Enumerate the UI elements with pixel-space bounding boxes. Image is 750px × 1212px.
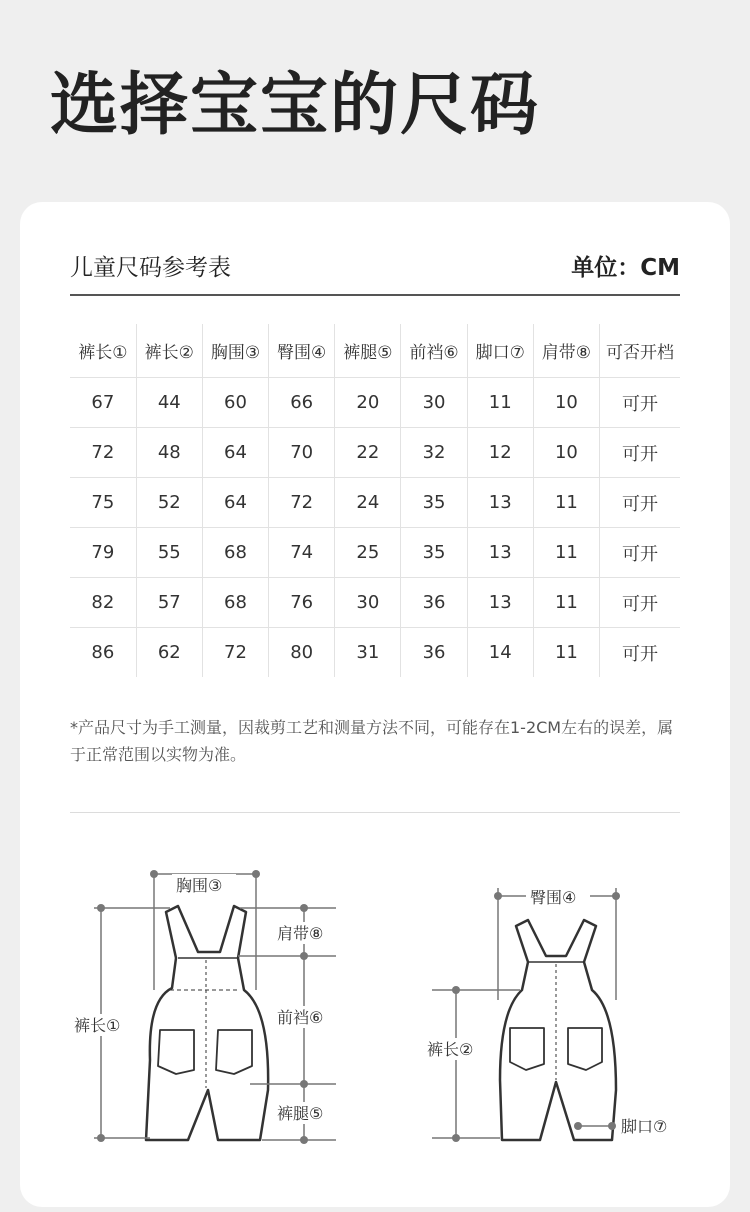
table-cell: 80 xyxy=(269,628,335,678)
front-overalls-outline xyxy=(146,906,268,1140)
table-cell: 79 xyxy=(70,528,136,578)
column-header: 臀围④ xyxy=(269,324,335,378)
table-cell: 13 xyxy=(467,578,533,628)
table-title: 儿童尺码参考表 xyxy=(70,255,231,281)
table-cell: 31 xyxy=(335,628,401,678)
table-cell: 11 xyxy=(467,378,533,428)
table-cell: 可开 xyxy=(600,478,681,528)
table-cell: 60 xyxy=(202,378,268,428)
table-cell: 68 xyxy=(202,578,268,628)
table-cell: 12 xyxy=(467,428,533,478)
strap-label: 肩带⑧ xyxy=(277,924,324,943)
chest-label: 胸围③ xyxy=(176,876,223,895)
front-rise-label: 前裆⑥ xyxy=(277,1008,324,1027)
table-cell: 36 xyxy=(401,578,467,628)
table-cell: 67 xyxy=(70,378,136,428)
leg-label: 裤腿⑤ xyxy=(277,1104,324,1123)
table-cell: 30 xyxy=(335,578,401,628)
page-headline: 选择宝宝的尺码 xyxy=(50,66,541,145)
table-cell: 10 xyxy=(533,428,599,478)
column-header: 裤腿⑤ xyxy=(335,324,401,378)
table-cell: 68 xyxy=(202,528,268,578)
table-cell: 64 xyxy=(202,478,268,528)
table-cell: 22 xyxy=(335,428,401,478)
table-cell: 72 xyxy=(70,428,136,478)
table-cell: 74 xyxy=(269,528,335,578)
table-cell: 70 xyxy=(269,428,335,478)
table-cell: 可开 xyxy=(600,428,681,478)
column-header: 裤长① xyxy=(70,324,136,378)
table-cell: 11 xyxy=(533,628,599,678)
back-overalls-outline xyxy=(500,920,616,1140)
table-cell: 24 xyxy=(335,478,401,528)
table-cell: 62 xyxy=(136,628,202,678)
table-cell: 13 xyxy=(467,528,533,578)
measurement-note: *产品尺寸为手工测量，因裁剪工艺和测量方法不同，可能存在1-2CM左右的误差，属于正常范围以实物为准。 xyxy=(70,718,674,764)
column-header: 脚口⑦ xyxy=(467,324,533,378)
table-cell: 36 xyxy=(401,628,467,678)
unit-label: 单位：CM xyxy=(571,255,680,281)
column-header: 肩带⑧ xyxy=(533,324,599,378)
table-cell: 可开 xyxy=(622,643,658,665)
table-cell: 35 xyxy=(401,478,467,528)
table-cell: 75 xyxy=(70,478,136,528)
table-cell: 11 xyxy=(533,478,599,528)
column-header: 可否开档 xyxy=(600,324,681,378)
table-cell: 可开 xyxy=(600,578,681,628)
table-cell: 11 xyxy=(533,578,599,628)
table-cell: 32 xyxy=(401,428,467,478)
table-cell: 72 xyxy=(202,628,268,678)
table-cell: 20 xyxy=(335,378,401,428)
table-cell: 82 xyxy=(70,578,136,628)
hip-label: 臀围④ xyxy=(530,888,577,907)
column-header: 裤长② xyxy=(136,324,202,378)
table-cell: 76 xyxy=(269,578,335,628)
table-cell: 可开 xyxy=(600,378,681,428)
table-cell: 48 xyxy=(136,428,202,478)
table-cell: 52 xyxy=(136,478,202,528)
table-cell: 72 xyxy=(269,478,335,528)
table-cell: 66 xyxy=(269,378,335,428)
table-cell: 86 xyxy=(70,628,136,678)
table-cell: 64 xyxy=(202,428,268,478)
table-cell: 10 xyxy=(533,378,599,428)
table-cell: 11 xyxy=(533,528,599,578)
table-cell: 14 xyxy=(467,628,533,678)
table-cell: 57 xyxy=(136,578,202,628)
length1-label: 裤长① xyxy=(74,1016,121,1035)
column-header: 前裆⑥ xyxy=(401,324,467,378)
table-cell: 可开 xyxy=(600,528,681,578)
table-cell: 35 xyxy=(401,528,467,578)
table-cell: 13 xyxy=(467,478,533,528)
table-cell: 44 xyxy=(136,378,202,428)
hem-label: 脚口⑦ xyxy=(621,1117,668,1136)
back-measure-lines xyxy=(432,888,616,1138)
table-cell: 30 xyxy=(401,378,467,428)
length2-label: 裤长② xyxy=(427,1040,474,1059)
table-cell: 55 xyxy=(136,528,202,578)
table-cell: 25 xyxy=(335,528,401,578)
column-header: 胸围③ xyxy=(202,324,268,378)
